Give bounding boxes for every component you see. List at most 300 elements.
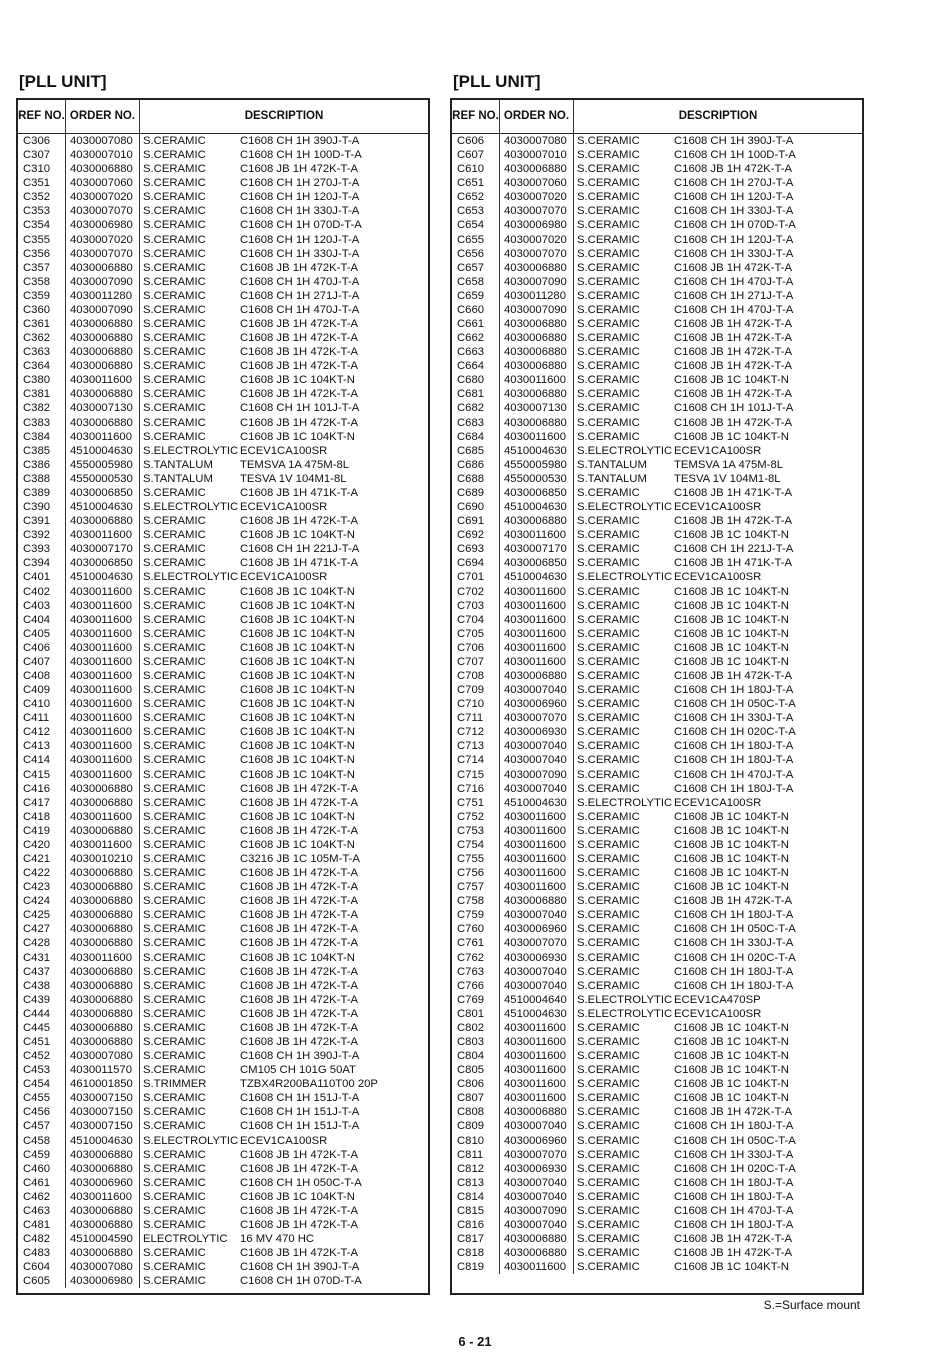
- part-number: C1608 JB 1C 104KT-N: [240, 712, 355, 725]
- ref-no-cell: C457: [23, 1120, 51, 1133]
- ref-no-cell: C693: [457, 543, 485, 556]
- description-cell: [574, 556, 862, 570]
- part-type: S.CERAMIC: [577, 838, 640, 851]
- order-no-cell: 4030006850: [70, 486, 133, 499]
- part-number: C1608 JB 1H 472K-T-A: [240, 1219, 359, 1232]
- ref-no-cell: C815: [457, 1204, 485, 1217]
- description-cell: [574, 1077, 862, 1091]
- part-number: ECEV1CA100SR: [674, 444, 762, 457]
- part-type: S.CERAMIC: [577, 360, 640, 373]
- description-cell: [140, 444, 428, 458]
- order-no-cell: 4030011600: [504, 430, 566, 443]
- part-number: C1608 CH 1H 180J-T-A: [674, 1176, 794, 1189]
- ref-no-cell: C403: [23, 599, 51, 612]
- description-cell: [574, 669, 862, 683]
- ref-no-cell: C424: [23, 895, 51, 908]
- description-cell: [140, 1274, 428, 1288]
- description-cell: [574, 1162, 862, 1176]
- order-no-cell: 4030006880: [70, 1021, 133, 1034]
- order-no-cell: 4030011600: [504, 852, 566, 865]
- ref-no-cell: C445: [23, 1021, 51, 1034]
- description-cell: [140, 204, 428, 218]
- ref-no-cell: C758: [457, 895, 485, 908]
- part-number: C1608 JB 1C 104KT-N: [674, 374, 789, 387]
- order-no-cell: 4030011600: [70, 838, 132, 851]
- part-number: C1608 JB 1C 104KT-N: [674, 627, 789, 640]
- part-number: C1608 JB 1H 472K-T-A: [240, 867, 359, 880]
- description-cell: [140, 711, 428, 725]
- part-number: TZBX4R200BA110T00 20P: [240, 1078, 378, 1091]
- order-no-cell: 4030011600: [504, 613, 566, 626]
- part-type: S.CERAMIC: [577, 191, 640, 204]
- part-type: S.CERAMIC: [577, 1261, 640, 1274]
- ref-no-cell: C709: [457, 684, 485, 697]
- part-type: S.CERAMIC: [143, 951, 206, 964]
- ref-no-cell: C417: [23, 796, 51, 809]
- ref-no-cell: C751: [457, 796, 485, 809]
- part-type: S.CERAMIC: [143, 360, 206, 373]
- part-type: S.CERAMIC: [577, 346, 640, 359]
- description-cell: [574, 1105, 862, 1119]
- order-no-cell: 4030006880: [504, 332, 567, 345]
- part-number: C1608 CH 1H 470J-T-A: [674, 275, 794, 288]
- left-table-header: [18, 100, 428, 134]
- ref-no-cell: C394: [23, 557, 51, 570]
- part-type: S.CERAMIC: [577, 402, 640, 415]
- part-number: C1608 JB 1C 104KT-N: [674, 599, 789, 612]
- order-no-cell: 4030006880: [504, 1233, 567, 1246]
- ref-no-cell: C404: [23, 613, 51, 626]
- order-no-cell: 4030007020: [70, 191, 133, 204]
- part-type: S.CERAMIC: [143, 1120, 206, 1133]
- part-number: C1608 CH 1H 020C-T-A: [674, 951, 796, 964]
- description-cell: [140, 1105, 428, 1119]
- order-no-cell: 4030011600: [70, 754, 132, 767]
- ref-no-cell: C428: [23, 937, 51, 950]
- order-no-cell: 4030006960: [70, 1176, 133, 1189]
- order-no-cell: 4030007170: [70, 543, 133, 556]
- order-no-cell: 4030006880: [70, 1162, 133, 1175]
- part-type: S.CERAMIC: [143, 768, 206, 781]
- ref-no-cell: C407: [23, 655, 51, 668]
- part-type: S.CERAMIC: [577, 951, 640, 964]
- ref-no-cell: C681: [457, 388, 485, 401]
- order-no-cell: 4030011600: [504, 529, 566, 542]
- order-no-cell: 4550000530: [70, 472, 133, 485]
- order-no-cell: 4030011600: [504, 374, 566, 387]
- part-number: C1608 JB 1H 472K-T-A: [240, 163, 359, 176]
- ref-no-cell: C462: [23, 1190, 51, 1203]
- part-number: C1608 JB 1C 104KT-N: [240, 1190, 355, 1203]
- part-number: C1608 JB 1C 104KT-N: [674, 867, 789, 880]
- order-no-cell: 4030006880: [504, 360, 567, 373]
- description-cell: [574, 204, 862, 218]
- part-type: S.CERAMIC: [577, 247, 640, 260]
- part-type: S.CERAMIC: [577, 1106, 640, 1119]
- part-type: S.CERAMIC: [143, 247, 206, 260]
- order-no-cell: 4030010210: [70, 852, 133, 865]
- ref-no-cell: C425: [23, 909, 51, 922]
- ref-no-cell: C456: [23, 1106, 51, 1119]
- ref-no-cell: C715: [457, 768, 485, 781]
- part-type: S.CERAMIC: [143, 796, 206, 809]
- order-no-cell: 4510004630: [70, 444, 133, 457]
- part-number: C1608 JB 1H 472K-T-A: [674, 416, 793, 429]
- ref-no-cell: C360: [23, 303, 51, 316]
- order-no-cell: 4030011600: [70, 641, 132, 654]
- description-cell: [140, 134, 428, 148]
- part-type: S.CERAMIC: [577, 669, 640, 682]
- description-cell: [574, 500, 862, 514]
- part-type: S.CERAMIC: [143, 655, 206, 668]
- order-no-cell: 4030006980: [70, 219, 133, 232]
- order-no-cell: 4030007070: [504, 1148, 567, 1161]
- part-type: S.CERAMIC: [143, 177, 206, 190]
- description-cell: [574, 416, 862, 430]
- description-cell: [574, 1035, 862, 1049]
- part-type: S.CERAMIC: [577, 388, 640, 401]
- description-cell: [140, 965, 428, 979]
- description-cell: [574, 303, 862, 317]
- part-type: S.TANTALUM: [143, 472, 213, 485]
- order-no-cell: 4030011600: [504, 1036, 566, 1048]
- ref-no-cell: C804: [457, 1050, 485, 1063]
- ref-no-cell: C708: [457, 669, 485, 682]
- description-cell: [574, 247, 862, 261]
- order-no-cell: 4030007080: [70, 1050, 133, 1063]
- description-cell: [574, 641, 862, 655]
- part-number: C1608 CH 1H 100D-T-A: [674, 149, 796, 162]
- description-header: DESCRIPTION: [244, 110, 324, 122]
- order-no-cell: 4030011600: [504, 1092, 566, 1105]
- part-number: C1608 JB 1H 472K-T-A: [674, 895, 793, 908]
- part-number: C1608 JB 1C 104KT-N: [674, 585, 789, 598]
- part-type: S.CERAMIC: [577, 486, 640, 499]
- part-type: S.CERAMIC: [577, 149, 640, 162]
- part-number: C1608 CH 1H 070D-T-A: [240, 219, 362, 232]
- order-no-cell: 4030007090: [70, 303, 133, 316]
- part-type: S.CERAMIC: [143, 993, 206, 1006]
- ref-no-cell: C352: [23, 191, 51, 204]
- description-cell: [140, 1134, 428, 1148]
- description-cell: [574, 387, 862, 401]
- ref-no-cell: C682: [457, 402, 485, 415]
- part-number: C1608 JB 1C 104KT-N: [674, 529, 789, 542]
- part-type: S.CERAMIC: [577, 177, 640, 190]
- order-no-cell: 4030011600: [70, 613, 132, 626]
- description-cell: [140, 993, 428, 1007]
- part-type: S.CERAMIC: [577, 135, 640, 147]
- order-no-cell: 4550000530: [504, 472, 567, 485]
- description-cell: [574, 1091, 862, 1105]
- part-type: S.CERAMIC: [143, 1092, 206, 1105]
- part-type: S.CERAMIC: [577, 867, 640, 880]
- description-cell: [574, 176, 862, 190]
- order-no-cell: 4030006880: [70, 360, 133, 373]
- part-number: C1608 JB 1C 104KT-N: [674, 1036, 789, 1048]
- part-type: S.ELECTROLYTIC: [577, 796, 673, 809]
- part-type: S.ELECTROLYTIC: [577, 1007, 673, 1020]
- ref-no-cell: C754: [457, 838, 485, 851]
- part-type: S.CERAMIC: [577, 261, 640, 274]
- part-number: C1608 CH 1H 470J-T-A: [240, 303, 360, 316]
- description-cell: [140, 782, 428, 796]
- part-type: S.CERAMIC: [143, 1204, 206, 1217]
- part-type: S.TANTALUM: [577, 458, 647, 471]
- ref-no-cell: C405: [23, 627, 51, 640]
- part-number: C1608 JB 1H 471K-T-A: [240, 557, 359, 570]
- description-cell: [140, 683, 428, 697]
- description-cell: [140, 401, 428, 415]
- order-no-cell: 4030007040: [504, 965, 567, 978]
- ref-no-cell: C451: [23, 1036, 51, 1048]
- part-type: S.CERAMIC: [143, 937, 206, 950]
- description-cell: [140, 880, 428, 894]
- ref-no-cell: C692: [457, 529, 485, 542]
- order-no-cell: 4030011600: [504, 599, 566, 612]
- part-type: S.CERAMIC: [577, 1036, 640, 1048]
- part-number: C1608 JB 1H 472K-T-A: [240, 881, 359, 894]
- right-table-header: [452, 100, 862, 134]
- part-type: S.CERAMIC: [143, 289, 206, 302]
- part-type: S.CERAMIC: [143, 303, 206, 316]
- part-number: C1608 JB 1H 472K-T-A: [240, 993, 359, 1006]
- part-number: C1608 CH 1H 180J-T-A: [674, 684, 794, 697]
- part-type: S.CERAMIC: [143, 543, 206, 556]
- ref-no-cell: C401: [23, 571, 51, 584]
- ref-no-cell: C408: [23, 669, 51, 682]
- ref-no-cell: C701: [457, 571, 485, 584]
- part-number: C1608 JB 1H 472K-T-A: [674, 346, 793, 359]
- part-type: S.CERAMIC: [143, 1176, 206, 1189]
- part-number: C1608 CH 1H 151J-T-A: [240, 1092, 360, 1105]
- ref-no-cell: C355: [23, 233, 51, 246]
- part-number: C1608 CH 1H 330J-T-A: [674, 712, 794, 725]
- description-cell: [140, 655, 428, 669]
- ref-no-cell: C694: [457, 557, 485, 570]
- part-type: S.CERAMIC: [143, 1036, 206, 1048]
- ref-no-cell: C388: [23, 472, 51, 485]
- ref-no-cell: C306: [23, 135, 51, 147]
- description-cell: [140, 810, 428, 824]
- description-cell: [140, 669, 428, 683]
- part-number: ECEV1CA100SR: [674, 571, 762, 584]
- ref-no-cell: C752: [457, 810, 485, 823]
- part-type: S.CERAMIC: [577, 416, 640, 429]
- ref-no-cell: C454: [23, 1078, 51, 1091]
- description-cell: [140, 796, 428, 810]
- ref-no-cell: C307: [23, 149, 51, 162]
- part-type: S.CERAMIC: [143, 712, 206, 725]
- surface-mount-note: S.=Surface mount: [763, 1298, 860, 1312]
- description-cell: [574, 1176, 862, 1190]
- description-cell: [140, 416, 428, 430]
- ref-no-cell: C604: [23, 1261, 51, 1274]
- ref-no-cell: C386: [23, 458, 51, 471]
- order-no-cell: 4030007090: [504, 303, 567, 316]
- part-type: S.CERAMIC: [577, 726, 640, 739]
- ref-no-cell: C809: [457, 1120, 485, 1133]
- part-type: S.CERAMIC: [143, 684, 206, 697]
- description-cell: [574, 1204, 862, 1218]
- order-no-cell: 4030006880: [70, 1148, 133, 1161]
- part-type: S.CERAMIC: [577, 627, 640, 640]
- ref-no-cell: C818: [457, 1247, 485, 1260]
- ref-no-cell: C766: [457, 979, 485, 992]
- description-cell: [140, 261, 428, 275]
- part-number: C1608 JB 1C 104KT-N: [674, 641, 789, 654]
- part-number: C1608 JB 1C 104KT-N: [240, 613, 355, 626]
- ref-no-cell: C483: [23, 1247, 51, 1260]
- ref-no-cell: C805: [457, 1064, 485, 1077]
- ref-column: [452, 134, 500, 1274]
- part-number: C1608 CH 1H 180J-T-A: [674, 1190, 794, 1203]
- description-cell: [574, 1232, 862, 1246]
- description-cell: [574, 430, 862, 444]
- ref-no-cell: C769: [457, 993, 485, 1006]
- order-no-cell: 4030011280: [70, 289, 132, 302]
- ref-no-cell: C463: [23, 1204, 51, 1217]
- part-number: C1608 JB 1C 104KT-N: [240, 810, 355, 823]
- part-number: C3216 JB 1C 105M-T-A: [240, 852, 360, 865]
- description-cell: [574, 514, 862, 528]
- description-cell: [574, 908, 862, 922]
- order-no-cell: 4510004630: [504, 444, 567, 457]
- order-no-cell: 4030006880: [70, 1219, 133, 1232]
- description-cell: [140, 472, 428, 486]
- order-no-cell: 4030011600: [70, 951, 132, 964]
- order-no-cell: 4030007040: [504, 979, 567, 992]
- part-type: S.CERAMIC: [577, 219, 640, 232]
- order-no-cell: 4030006880: [504, 388, 567, 401]
- description-cell: [574, 627, 862, 641]
- order-no-cell: 4510004630: [70, 571, 133, 584]
- ref-no-cell: C310: [23, 163, 51, 176]
- part-number: C1608 JB 1H 472K-T-A: [674, 1106, 793, 1119]
- order-no-cell: 4030006850: [70, 557, 133, 570]
- description-cell: [140, 148, 428, 162]
- ref-no-cell: C362: [23, 332, 51, 345]
- ref-no-cell: C356: [23, 247, 51, 260]
- part-type: S.CERAMIC: [143, 1261, 206, 1274]
- order-no-cell: 4550005980: [504, 458, 567, 471]
- ref-no-cell: C707: [457, 655, 485, 668]
- ref-no-cell: C413: [23, 740, 51, 753]
- description-cell: [574, 134, 862, 148]
- part-number: C1608 JB 1H 472K-T-A: [674, 360, 793, 373]
- part-number: C1608 JB 1C 104KT-N: [674, 852, 789, 865]
- order-no-cell: 4030006850: [504, 486, 567, 499]
- part-number: C1608 CH 1H 390J-T-A: [240, 1261, 360, 1274]
- ref-no-cell: C461: [23, 1176, 51, 1189]
- part-number: C1608 JB 1H 472K-T-A: [240, 895, 359, 908]
- order-no-cell: 4510004590: [70, 1233, 133, 1246]
- part-type: S.CERAMIC: [143, 430, 206, 443]
- part-number: C1608 JB 1H 472K-T-A: [240, 979, 359, 992]
- ref-no-cell: C757: [457, 881, 485, 894]
- description-cell: [574, 1260, 862, 1274]
- description-cell: [574, 880, 862, 894]
- ref-no-cell: C459: [23, 1148, 51, 1161]
- part-type: S.CERAMIC: [143, 852, 206, 865]
- description-cell: [574, 852, 862, 866]
- part-type: S.CERAMIC: [577, 1204, 640, 1217]
- part-number: C1608 CH 1H 050C-T-A: [240, 1176, 362, 1189]
- ref-no-cell: C811: [457, 1148, 484, 1161]
- description-cell: [140, 542, 428, 556]
- part-type: S.CERAMIC: [143, 867, 206, 880]
- order-no-cell: 4030011600: [504, 1078, 566, 1091]
- description-cell: [574, 922, 862, 936]
- ref-no-cell: C755: [457, 852, 485, 865]
- ref-no-cell: C406: [23, 641, 51, 654]
- right-section-title: [PLL UNIT]: [453, 72, 541, 91]
- part-type: S.ELECTROLYTIC: [143, 501, 239, 514]
- left-section-title: [PLL UNIT]: [19, 72, 107, 91]
- part-type: S.CERAMIC: [577, 979, 640, 992]
- order-no-cell: 4030007080: [70, 135, 133, 147]
- description-cell: [140, 753, 428, 767]
- ref-no-cell: C801: [457, 1007, 485, 1020]
- order-no-cell: 4030006880: [70, 824, 133, 837]
- description-cell: [574, 1190, 862, 1204]
- part-type: S.ELECTROLYTIC: [143, 571, 239, 584]
- order-no-cell: 4030006960: [504, 698, 567, 711]
- order-no-cell: 4030006880: [70, 1204, 133, 1217]
- part-number: C1608 JB 1H 472K-T-A: [240, 416, 359, 429]
- description-cell: [140, 1007, 428, 1021]
- order-no-cell: 4030006880: [70, 416, 133, 429]
- part-type: S.CERAMIC: [143, 669, 206, 682]
- order-no-cell: 4030006960: [504, 1134, 567, 1147]
- left-table-body: [18, 134, 428, 1288]
- part-number: C1608 JB 1C 104KT-N: [674, 1050, 789, 1063]
- order-no-cell: 4030006880: [70, 1007, 133, 1020]
- part-type: S.CERAMIC: [577, 1162, 640, 1175]
- part-type: S.CERAMIC: [577, 374, 640, 387]
- part-type: S.CERAMIC: [577, 1021, 640, 1034]
- part-type: S.CERAMIC: [143, 965, 206, 978]
- part-number: C1608 JB 1C 104KT-N: [240, 740, 355, 753]
- part-number: C1608 JB 1H 472K-T-A: [240, 1036, 359, 1048]
- part-number: C1608 CH 1H 120J-T-A: [674, 191, 794, 204]
- part-type: S.CERAMIC: [577, 824, 640, 837]
- left-parts-table: [16, 98, 430, 1295]
- part-number: C1608 CH 1H 050C-T-A: [674, 1134, 796, 1147]
- order-no-cell: 4030011600: [504, 838, 566, 851]
- part-type: S.TANTALUM: [577, 472, 647, 485]
- order-no-cell: 4030006880: [504, 416, 567, 429]
- part-type: S.CERAMIC: [143, 149, 206, 162]
- part-type: S.CERAMIC: [577, 740, 640, 753]
- part-number: C1608 JB 1C 104KT-N: [674, 613, 789, 626]
- description-cell: [140, 289, 428, 303]
- description-cell: [574, 810, 862, 824]
- description-cell: [574, 1246, 862, 1260]
- description-cell: [574, 585, 862, 599]
- part-number: C1608 JB 1H 471K-T-A: [674, 557, 793, 570]
- order-column: [66, 134, 140, 1288]
- part-number: C1608 CH 1H 330J-T-A: [674, 205, 794, 218]
- description-cell: [140, 585, 428, 599]
- order-no-cell: 4030007090: [504, 1204, 567, 1217]
- description-cell: [140, 1162, 428, 1176]
- part-type: S.ELECTROLYTIC: [577, 571, 673, 584]
- part-type: S.CERAMIC: [143, 557, 206, 570]
- description-cell: [140, 247, 428, 261]
- order-no-cell: 4030007040: [504, 684, 567, 697]
- part-number: C1608 CH 1H 180J-T-A: [674, 754, 794, 767]
